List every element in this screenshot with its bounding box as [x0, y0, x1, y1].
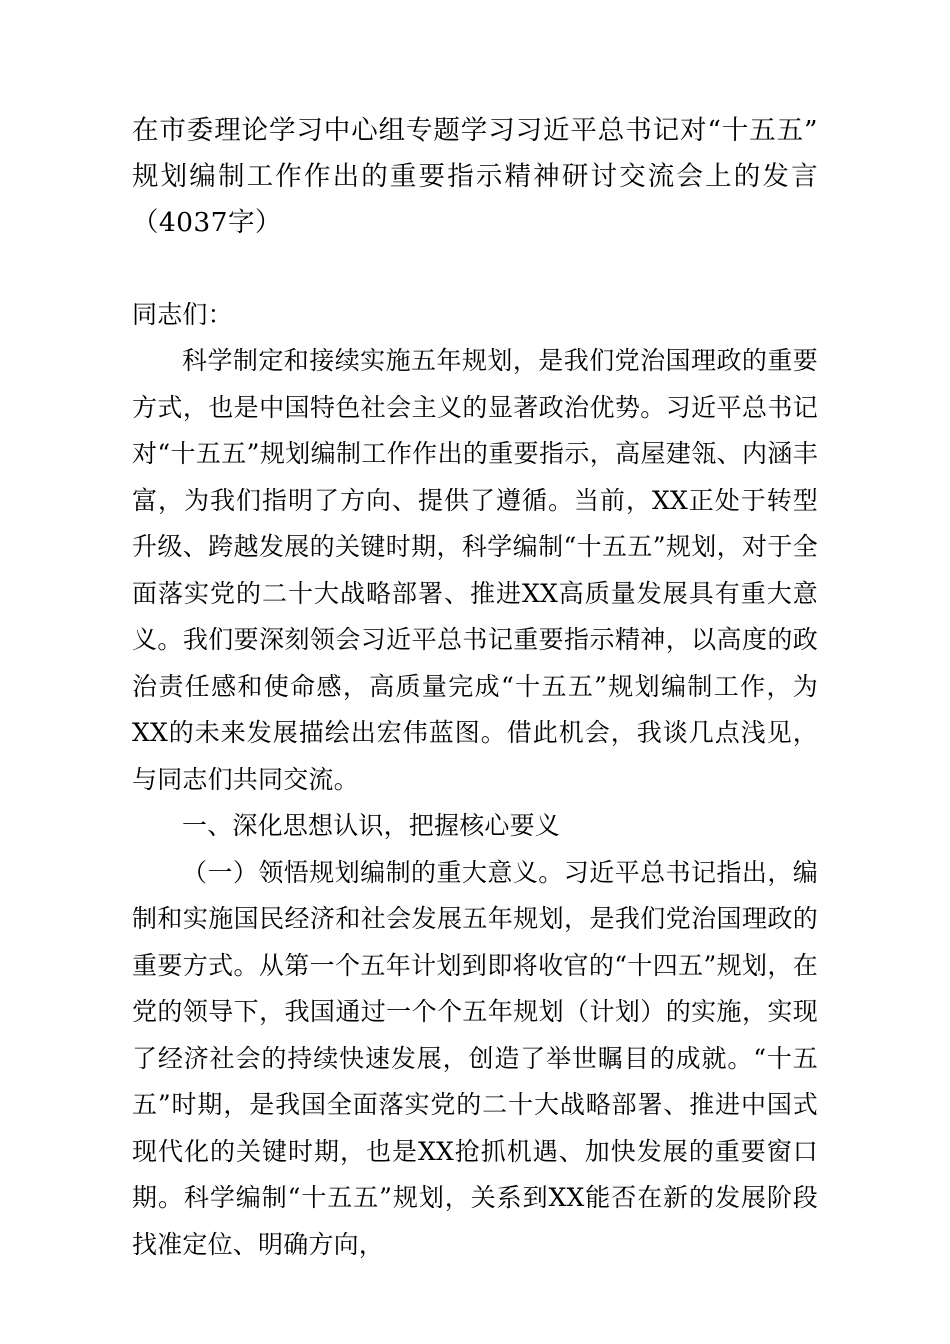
paragraph-2: （一）领悟规划编制的重大意义。习近平总书记指出，编制和实施国民经济和社会发展五年规划，是我们党治国理政的重要方式。从第一个五年计划到即将收官的“十四五”规划，在党的领导下，我国通过一个个五年规划（计划）的实施，实现了经济社会的持续快速发展，创造了举世瞩目的成就。“十五五”时期，是我国全面落实党的二十大战略部署、推进中国式现代化的关键时期，也是XX抢抓机遇、加快发展的重要窗口期。科学编制“十五五”规划，关系到XX能否在新的发展阶段找准定位、明确方向， — [132, 857, 818, 1259]
page-title: 在市委理论学习中心组专题学习习近平总书记对“十五五”规划编制工作作出的重要指示精神研讨交流会上的发言（4037字） — [132, 115, 818, 238]
salutation: 同志们： — [132, 300, 233, 329]
paragraph-section-heading-1: 一、深化思想认识，把握核心要义 — [182, 811, 561, 840]
paragraph-1: 科学制定和接续实施五年规划，是我们党治国理政的重要方式，也是中国特色社会主义的显著政治优势。习近平总书记对“十五五”规划编制工作作出的重要指示，高屋建瓴、内涵丰富，为我们指明了方向、提供了遵循。当前，XX正处于转型升级、跨越发展的关键时期，科学编制“十五五”规划，对于全面落实党的二十大战略部署、推进XX高质量发展具有重大意义。我们要深刻领会习近平总书记重要指示精神，以高度的政治责任感和使命感，高质量完成“十五五”规划编制工作，为XX的未来发展描绘出宏伟蓝图。借此机会，我谈几点浅见，与同志们共同交流。 — [132, 346, 818, 794]
